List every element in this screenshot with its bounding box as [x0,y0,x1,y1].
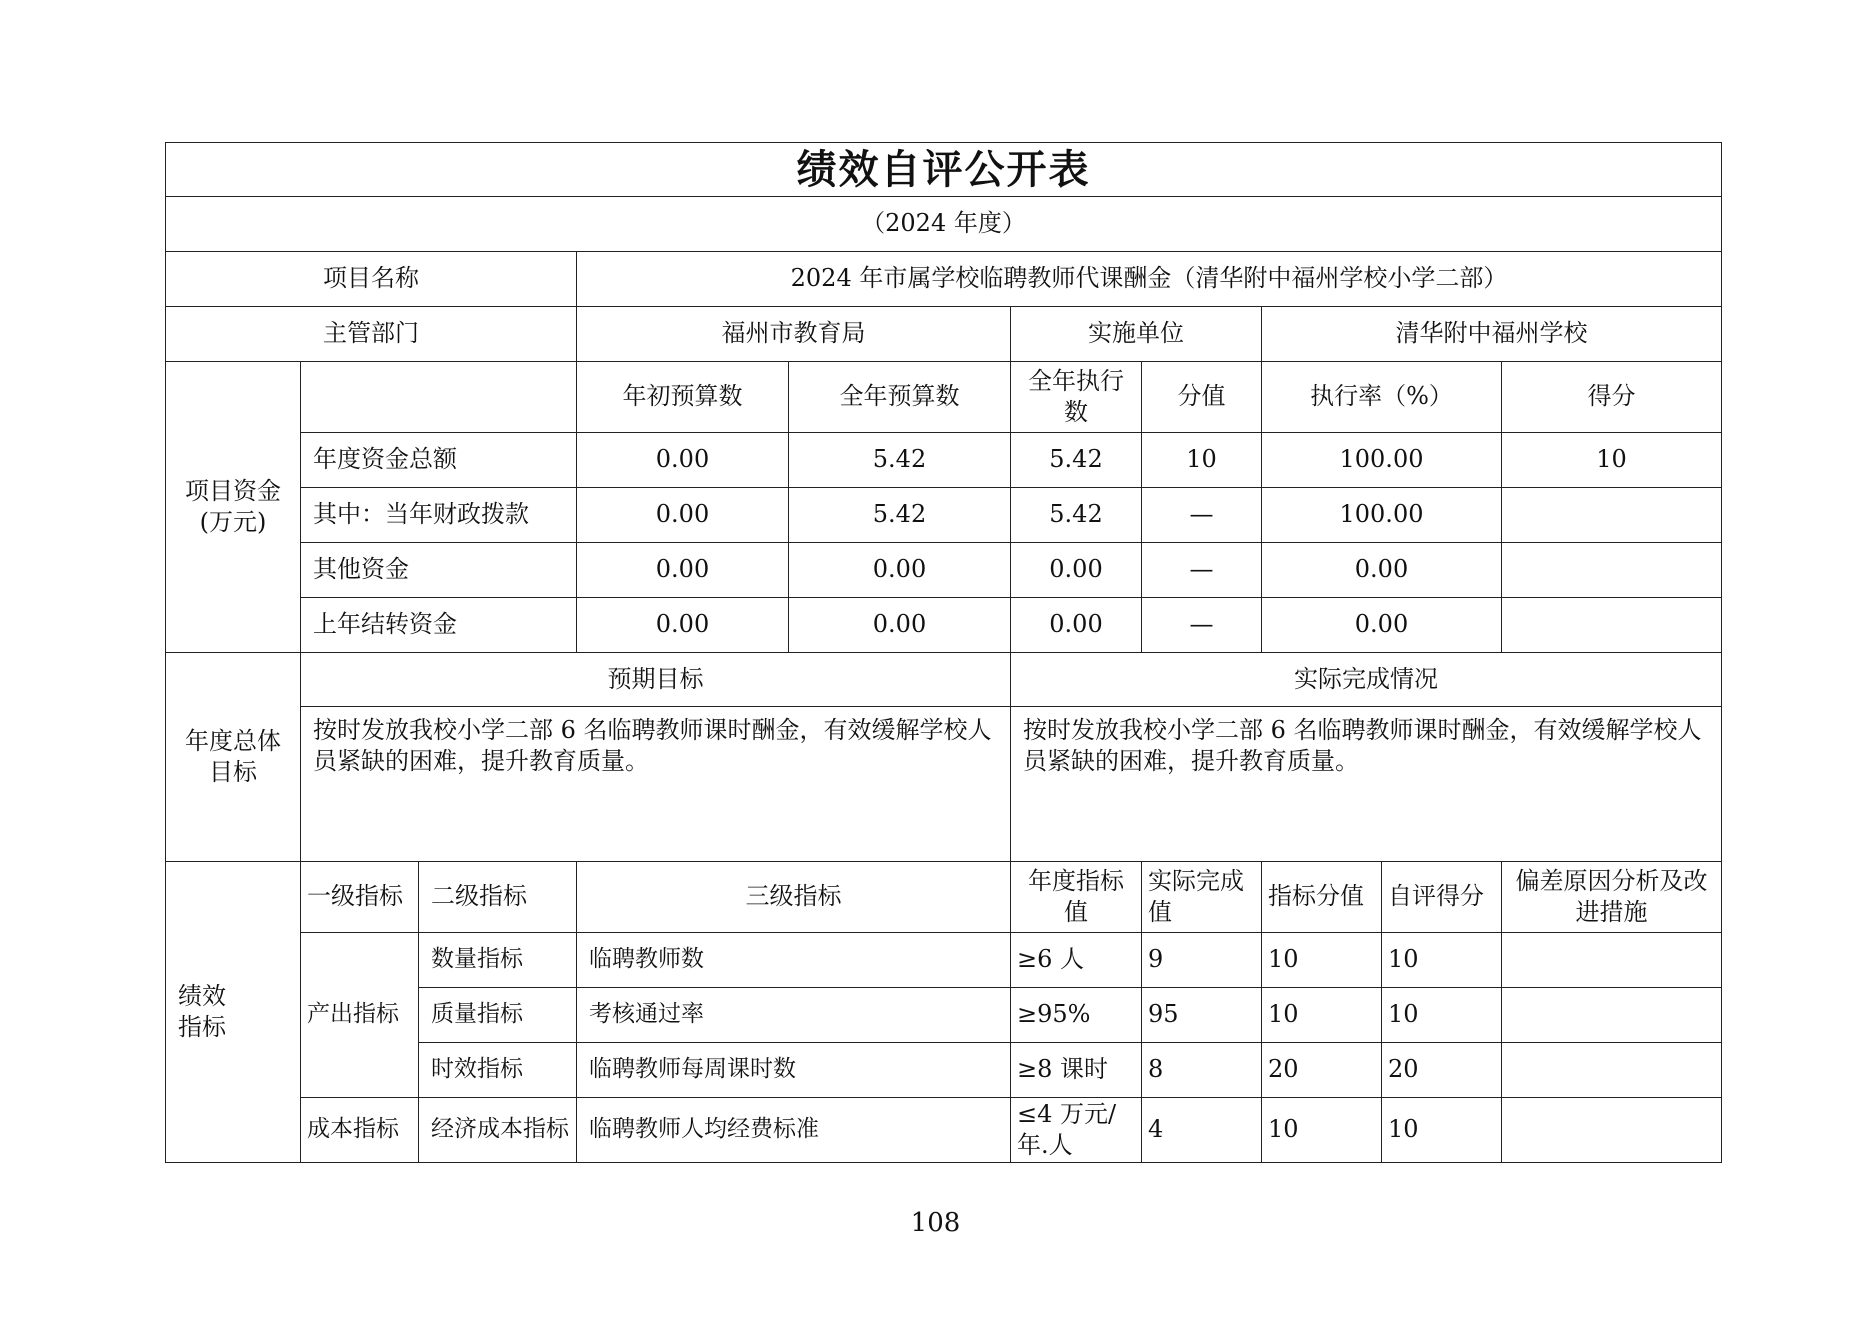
funds-cell [1502,598,1722,653]
analysis-cell [1502,933,1722,988]
project-name: 2024 年市属学校临聘教师代课酬金（清华附中福州学校小学二部） [577,252,1722,307]
analysis-cell [1502,1098,1722,1163]
analysis-cell [1502,988,1722,1043]
funds-label: 项目资金 (万元) [166,362,301,653]
dept-label: 主管部门 [166,307,577,362]
funds-cell: — [1142,543,1262,598]
ind-header-actual: 实际完成值 [1142,862,1262,933]
performance-table [165,142,1722,1163]
expected-goal-header: 预期目标 [301,653,1011,707]
page-number: 108 [910,1208,961,1238]
level1-cost: 成本指标 [301,1098,419,1163]
funds-cell: 0.00 [1011,543,1142,598]
funds-header-annual: 全年预算数 [789,362,1011,433]
ind-header-analysis: 偏差原因分析及改进措施 [1502,862,1722,933]
level3-cell: 考核通过率 [577,988,1011,1043]
page-title: 绩效自评公开表 [166,143,1722,197]
level2-cell: 数量指标 [419,933,577,988]
level2-cell: 质量指标 [419,988,577,1043]
actual-result-header: 实际完成情况 [1011,653,1722,707]
impl-value: 清华附中福州学校 [1262,307,1722,362]
ind-header-level1: 一级指标 [301,862,419,933]
funds-cell: 10 [1142,433,1262,488]
funds-cell: 0.00 [577,543,789,598]
funds-cell: 5.42 [789,433,1011,488]
funds-cell [1502,488,1722,543]
analysis-cell [1502,1043,1722,1098]
actual-cell: 95 [1142,988,1262,1043]
dept-value: 福州市教育局 [577,307,1011,362]
target-cell: ≥8 课时 [1011,1043,1142,1098]
ind-header-level2: 二级指标 [419,862,577,933]
funds-cell: — [1142,598,1262,653]
funds-row-name: 年度资金总额 [301,433,577,488]
score-cell: 20 [1382,1043,1502,1098]
funds-cell: 100.00 [1262,433,1502,488]
level2-cell: 时效指标 [419,1043,577,1098]
funds-cell: 0.00 [577,488,789,543]
funds-cell: 0.00 [1262,598,1502,653]
actual-result-text: 按时发放我校小学二部 6 名临聘教师课时酬金，有效缓解学校人员紧缺的困难，提升教育质量。 [1011,707,1722,862]
funds-cell: 0.00 [1262,543,1502,598]
funds-cell: 0.00 [577,433,789,488]
target-cell: ≤4 万元/年.人 [1011,1098,1142,1163]
actual-cell: 4 [1142,1098,1262,1163]
funds-cell: 0.00 [789,543,1011,598]
ind-header-target: 年度指标值 [1011,862,1142,933]
ind-header-weight: 指标分值 [1262,862,1382,933]
expected-goal-text: 按时发放我校小学二部 6 名临聘教师课时酬金，有效缓解学校人员紧缺的困难，提升教育质量。 [301,707,1011,862]
score-cell: 10 [1382,988,1502,1043]
ind-header-score: 自评得分 [1382,862,1502,933]
funds-header-rate: 执行率（%） [1262,362,1502,433]
project-name-label: 项目名称 [166,252,577,307]
weight-cell: 20 [1262,1043,1382,1098]
funds-header-executed: 全年执行数 [1011,362,1142,433]
funds-cell [1502,543,1722,598]
actual-cell: 9 [1142,933,1262,988]
level2-cell: 经济成本指标 [419,1098,577,1163]
funds-row-name: 其他资金 [301,543,577,598]
score-cell: 10 [1382,933,1502,988]
goals-label: 年度总体 目标 [166,653,301,862]
level3-cell: 临聘教师人均经费标准 [577,1098,1011,1163]
funds-header-initial: 年初预算数 [577,362,789,433]
level1-output: 产出指标 [301,933,419,1098]
funds-cell: 0.00 [577,598,789,653]
funds-cell: 100.00 [1262,488,1502,543]
level3-cell: 临聘教师每周课时数 [577,1043,1011,1098]
funds-header-score: 得分 [1502,362,1722,433]
funds-cell: 10 [1502,433,1722,488]
funds-cell: 5.42 [789,488,1011,543]
funds-row-name: 其中：当年财政拨款 [301,488,577,543]
weight-cell: 10 [1262,933,1382,988]
funds-cell: — [1142,488,1262,543]
ind-header-level3: 三级指标 [577,862,1011,933]
funds-cell: 0.00 [789,598,1011,653]
target-cell: ≥95% [1011,988,1142,1043]
indicators-label: 绩效 指标 [166,862,301,1163]
score-cell: 10 [1382,1098,1502,1163]
actual-cell: 8 [1142,1043,1262,1098]
funds-cell: 0.00 [1011,598,1142,653]
funds-header-blank [301,362,577,433]
year-subtitle: （2024 年度） [166,197,1722,252]
target-cell: ≥6 人 [1011,933,1142,988]
weight-cell: 10 [1262,1098,1382,1163]
funds-row-name: 上年结转资金 [301,598,577,653]
funds-cell: 5.42 [1011,433,1142,488]
level3-cell: 临聘教师数 [577,933,1011,988]
weight-cell: 10 [1262,988,1382,1043]
funds-header-score-value: 分值 [1142,362,1262,433]
impl-label: 实施单位 [1011,307,1262,362]
funds-cell: 5.42 [1011,488,1142,543]
